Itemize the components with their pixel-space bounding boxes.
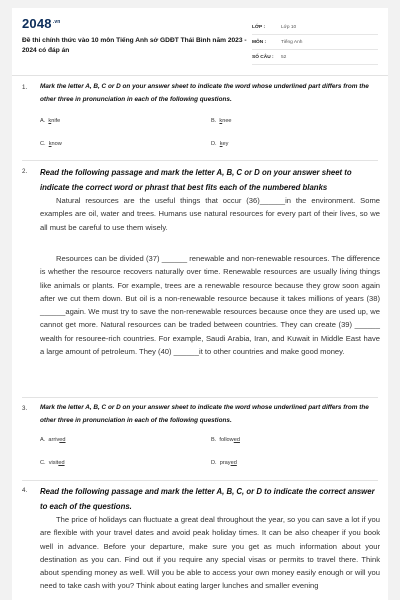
meta-label: SỐ CÂU :	[252, 54, 274, 60]
option-stem: visit	[48, 460, 59, 466]
option-b[interactable]	[211, 118, 232, 124]
option-underlined: k	[48, 141, 52, 147]
logo-suffix: .vn	[52, 18, 61, 25]
question-number: 3.	[22, 405, 28, 412]
option-stem: pray	[219, 460, 231, 466]
option-rest: now	[51, 141, 62, 147]
document-page	[12, 8, 388, 600]
exam-meta-table	[252, 20, 378, 65]
question-number: 2.	[22, 168, 28, 175]
paragraph-text: Resources can be divided (37) ______ renewable and non-renewable resources. The difference is whether the resource recovers naturally over time. Renewable resources are usually living things like animals or plants. For example, trees are a renewable resource because they grow soon again after we cut them down. But oil is a non-renewable resource because it takes millions of years (38) ______again. We must try to save the non-renewable resources because once they are used up, we cannot get more. Natural resources can be traded between countries. They can create (39) ______ wealth for resouree-rich countries. For example, Saudi Arabia, Iran, and Kuwait in Middle East have a large amount of petroleum. They (40) ______it to other countries and make good money.	[40, 254, 380, 357]
question-divider	[22, 480, 378, 481]
option-rest: nife	[51, 118, 61, 124]
passage-paragraph-2	[40, 252, 380, 358]
question-divider	[22, 160, 378, 161]
document-header	[12, 8, 388, 76]
option-rest: ey	[222, 141, 229, 147]
option-underlined: ed	[59, 437, 66, 443]
option-underlined: k	[219, 141, 223, 147]
option-b[interactable]	[211, 437, 240, 443]
meta-value: Tiếng Anh	[281, 39, 303, 45]
option-d[interactable]	[211, 460, 237, 466]
paragraph-text: The price of holidays can fluctuate a great deal throughout the year, so you can save a lot if you are flexible with your travel dates and avoid peak holiday times. It can be also cheaper if you book well in advance. Before your departure, make sure you get as much information about your destination as you can. Find out if you require any special visas or permits to travel there. Think about spending money as well. Will you be able to access your own money easily enough or will you need to take cash with you? Think about eating larger lunches and smaller evening	[40, 515, 380, 591]
option-letter: C.	[40, 460, 46, 466]
option-rest: nee	[222, 118, 232, 124]
option-letter: B.	[211, 118, 217, 124]
option-stem: arriv	[48, 437, 60, 443]
option-d[interactable]	[211, 141, 228, 147]
passage-paragraph-1	[40, 194, 380, 234]
logo-text: 2048	[22, 16, 52, 31]
passage-paragraph-1	[40, 513, 380, 593]
option-underlined: ed	[230, 460, 237, 466]
meta-row-subject	[252, 35, 378, 50]
option-letter: C.	[40, 141, 46, 147]
question-instruction: Read the following passage and mark the letter A, B, C, or D to indicate the correct answer to each of the questions.	[40, 487, 375, 511]
question-number: 4.	[22, 487, 28, 494]
document-title: Đề thi chính thức vào 10 môn Tiếng Anh sở GDĐT Thái Bình năm 2023 - 2024 có đáp án	[22, 37, 247, 54]
option-a[interactable]	[40, 437, 66, 443]
option-letter: D.	[211, 460, 217, 466]
meta-row-question-count	[252, 50, 378, 65]
option-underlined: k	[219, 118, 223, 124]
meta-label: MÔN :	[252, 39, 267, 45]
site-logo[interactable]	[22, 16, 61, 31]
option-letter: A.	[40, 437, 46, 443]
option-letter: D.	[211, 141, 217, 147]
meta-label: LỚP :	[252, 24, 266, 30]
option-underlined: ed	[58, 460, 65, 466]
meta-row-class	[252, 20, 378, 35]
paragraph-text: Natural resources are the useful things that occur (36)______in the environment. Some examples are oil, water and trees. Humans use natural resources for every part of their lives, so we all must be careful to use them wisely.	[40, 196, 380, 232]
question-instruction: Mark the letter A, B, C or D on your answer sheet to indicate the word whose underlined part differs from the other three in pronunciation in each of the following questions.	[40, 83, 369, 103]
option-underlined: k	[48, 118, 52, 124]
option-c[interactable]	[40, 141, 62, 147]
meta-value: Lớp 10	[281, 24, 297, 30]
question-divider	[22, 397, 378, 398]
question-instruction: Mark the letter A, B, C or D on your answer sheet to indicate the word whose underlined part differs from the other three in pronunciation in each of the following questions.	[40, 404, 369, 424]
option-c[interactable]	[40, 460, 65, 466]
meta-value: 52	[281, 54, 287, 60]
question-instruction: Read the following passage and mark the letter A, B, C or D on your answer sheet to indicate the correct word or phrast that best fits each of the numbered blanks	[40, 168, 352, 192]
option-letter: B.	[211, 437, 217, 443]
option-letter: A.	[40, 118, 46, 124]
question-number: 1.	[22, 84, 28, 91]
option-underlined: ed	[233, 437, 240, 443]
option-a[interactable]	[40, 118, 60, 124]
option-stem: follow	[219, 437, 234, 443]
